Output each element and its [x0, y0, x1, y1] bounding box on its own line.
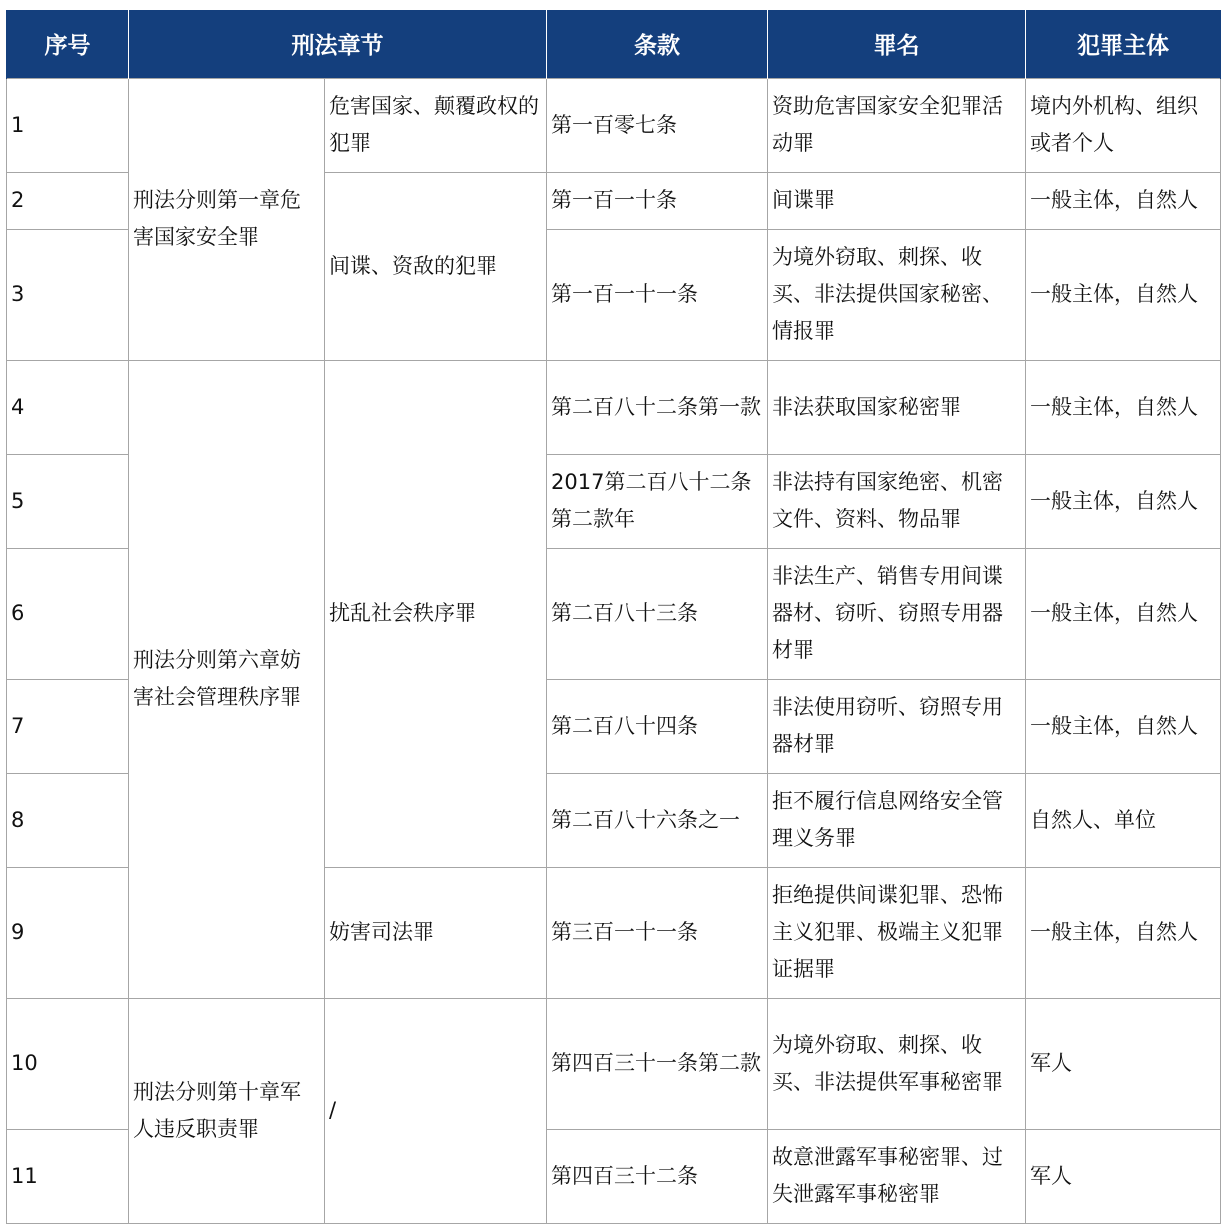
article-cell: 第三百一十一条	[547, 867, 768, 998]
subject-cell: 一般主体，自然人	[1026, 679, 1221, 773]
law-table	[6, 10, 1221, 1224]
chapter-cell: 刑法分则第十章军人违反职责罪	[129, 998, 325, 1223]
subject-cell: 军人	[1026, 1129, 1221, 1223]
row-number: 1	[7, 78, 129, 172]
article-cell: 第二百八十二条第一款	[547, 360, 768, 454]
section-cell: 扰乱社会秩序罪	[325, 360, 547, 867]
section-cell: 间谍、资敌的犯罪	[325, 172, 547, 360]
article-cell: 2017第二百八十二条第二款年	[547, 454, 768, 548]
subject-cell: 境内外机构、组织或者个人	[1026, 78, 1221, 172]
subject-cell: 军人	[1026, 998, 1221, 1129]
row-number: 4	[7, 360, 129, 454]
crime-cell: 为境外窃取、刺探、收买、非法提供国家秘密、情报罪	[768, 229, 1026, 360]
crime-cell: 为境外窃取、刺探、收买、非法提供军事秘密罪	[768, 998, 1026, 1129]
crime-cell: 非法生产、销售专用间谍器材、窃听、窃照专用器材罪	[768, 548, 1026, 679]
article-cell: 第一百一十一条	[547, 229, 768, 360]
table-row	[7, 998, 1221, 1129]
crime-cell: 间谍罪	[768, 172, 1026, 229]
crime-cell: 拒不履行信息网络安全管理义务罪	[768, 773, 1026, 867]
crime-cell: 资助危害国家安全犯罪活动罪	[768, 78, 1026, 172]
chapter-cell: 刑法分则第一章危害国家安全罪	[129, 78, 325, 360]
row-number: 5	[7, 454, 129, 548]
header-num: 序号	[7, 10, 129, 78]
subject-cell: 一般主体，自然人	[1026, 360, 1221, 454]
crime-cell: 非法持有国家绝密、机密文件、资料、物品罪	[768, 454, 1026, 548]
crime-cell: 拒绝提供间谍犯罪、恐怖主义犯罪、极端主义犯罪证据罪	[768, 867, 1026, 998]
row-number: 8	[7, 773, 129, 867]
article-cell: 第一百一十条	[547, 172, 768, 229]
row-number: 9	[7, 867, 129, 998]
row-number: 2	[7, 172, 129, 229]
crime-cell: 非法使用窃听、窃照专用器材罪	[768, 679, 1026, 773]
article-cell: 第二百八十六条之一	[547, 773, 768, 867]
row-number: 3	[7, 229, 129, 360]
article-cell: 第二百八十三条	[547, 548, 768, 679]
header-chapter: 刑法章节	[129, 10, 547, 78]
chapter-cell: 刑法分则第六章妨害社会管理秩序罪	[129, 360, 325, 998]
subject-cell: 一般主体，自然人	[1026, 548, 1221, 679]
article-cell: 第二百八十四条	[547, 679, 768, 773]
article-cell: 第一百零七条	[547, 78, 768, 172]
article-cell: 第四百三十一条第二款	[547, 998, 768, 1129]
subject-cell: 一般主体，自然人	[1026, 867, 1221, 998]
header-subject: 犯罪主体	[1026, 10, 1221, 78]
section-cell: 妨害司法罪	[325, 867, 547, 998]
row-number: 7	[7, 679, 129, 773]
row-number: 10	[7, 998, 129, 1129]
subject-cell: 一般主体，自然人	[1026, 454, 1221, 548]
section-cell: 危害国家、颠覆政权的犯罪	[325, 78, 547, 172]
header-article: 条款	[547, 10, 768, 78]
table-row	[7, 78, 1221, 172]
crime-cell: 故意泄露军事秘密罪、过失泄露军事秘密罪	[768, 1129, 1026, 1223]
subject-cell: 一般主体，自然人	[1026, 229, 1221, 360]
subject-cell: 自然人、单位	[1026, 773, 1221, 867]
header-row	[7, 10, 1221, 78]
row-number: 11	[7, 1129, 129, 1223]
section-cell: /	[325, 998, 547, 1223]
table-row	[7, 360, 1221, 454]
header-crime: 罪名	[768, 10, 1026, 78]
row-number: 6	[7, 548, 129, 679]
article-cell: 第四百三十二条	[547, 1129, 768, 1223]
crime-cell: 非法获取国家秘密罪	[768, 360, 1026, 454]
subject-cell: 一般主体，自然人	[1026, 172, 1221, 229]
